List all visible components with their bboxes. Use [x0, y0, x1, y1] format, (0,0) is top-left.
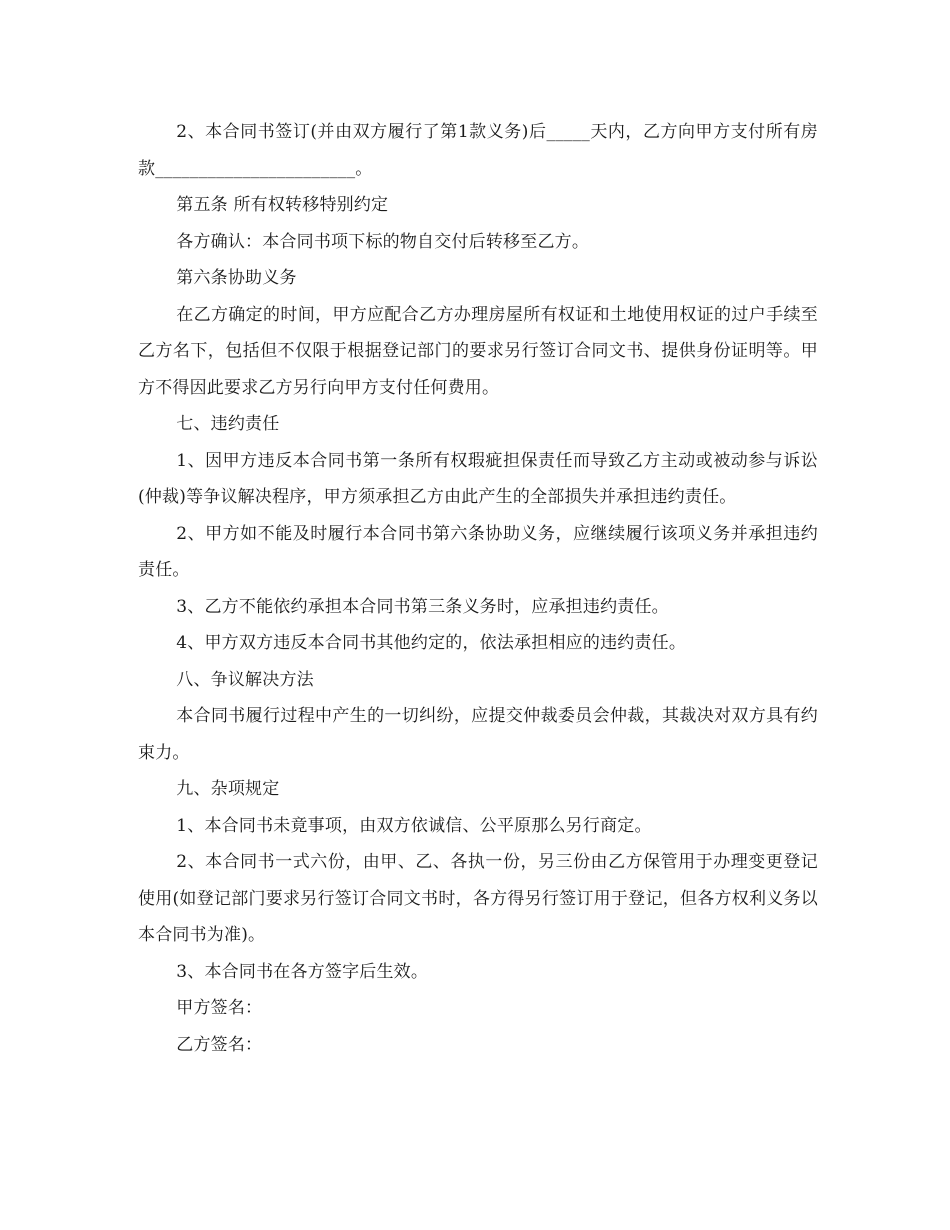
section-7-item-2: 2、甲方如不能及时履行本合同书第六条协助义务，应继续履行该项义务并承担违约责任。: [138, 523, 818, 580]
article-6-text: 在乙方确定的时间，甲方应配合乙方办理房屋所有权证和土地使用权证的过户手续至乙方名下，包括但不仅限于根据登记部门的要求另行签订合同文书、提供身份证明等。甲方不得因此要求乙方另行向甲方支付任何费用。: [138, 304, 818, 398]
section-9-item-1: 1、本合同书未竟事项，由双方依诚信、公平原那么另行商定。: [176, 815, 652, 836]
contract-body: [138, 114, 818, 1063]
party-b-signature-label: 乙方签名：: [176, 1034, 263, 1055]
section-9-item-3: 3、本合同书在各方签字后生效。: [176, 961, 429, 982]
section-7-item-1: 1、因甲方违反本合同书第一条所有权瑕疵担保责任而导致乙方主动或被动参与诉讼(仲裁)等争议解决程序，甲方须承担乙方由此产生的全部损失并承担违约责任。: [138, 450, 818, 507]
section-9-heading: 九、杂项规定: [176, 779, 280, 799]
section-8-heading: 八、争议解决方法: [176, 669, 314, 690]
article-5-text: 各方确认：本合同书项下标的物自交付后转移至乙方。: [176, 231, 590, 252]
party-a-signature-label: 甲方签名：: [176, 998, 263, 1018]
section-7-item-3: 3、乙方不能依约承担本合同书第三条义务时，应承担违约责任。: [176, 596, 669, 617]
section-7-item-4: 4、甲方双方违反本合同书其他约定的，依法承担相应的违约责任。: [176, 633, 687, 653]
clause-payment-term: 2、本合同书签订(并由双方履行了第1款义务)后_____天内，乙方向甲方支付所有房款_______________________。: [138, 122, 818, 179]
article-5-heading: 第五条 所有权转移特别约定: [176, 195, 389, 215]
section-7-heading: 七、违约责任: [176, 414, 280, 434]
section-9-item-2: 2、本合同书一式六份，由甲、乙、各执一份，另三份由乙方保管用于办理变更登记使用(如登记部门要求另行签订合同文书时，各方得另行签订用于登记，但各方权利义务以本合同书为准)。: [138, 852, 818, 945]
section-8-text: 本合同书履行过程中产生的一切纠纷，应提交仲裁委员会仲裁，其裁决对双方具有约束力。: [138, 706, 818, 763]
article-6-heading: 第六条协助义务: [176, 268, 297, 288]
